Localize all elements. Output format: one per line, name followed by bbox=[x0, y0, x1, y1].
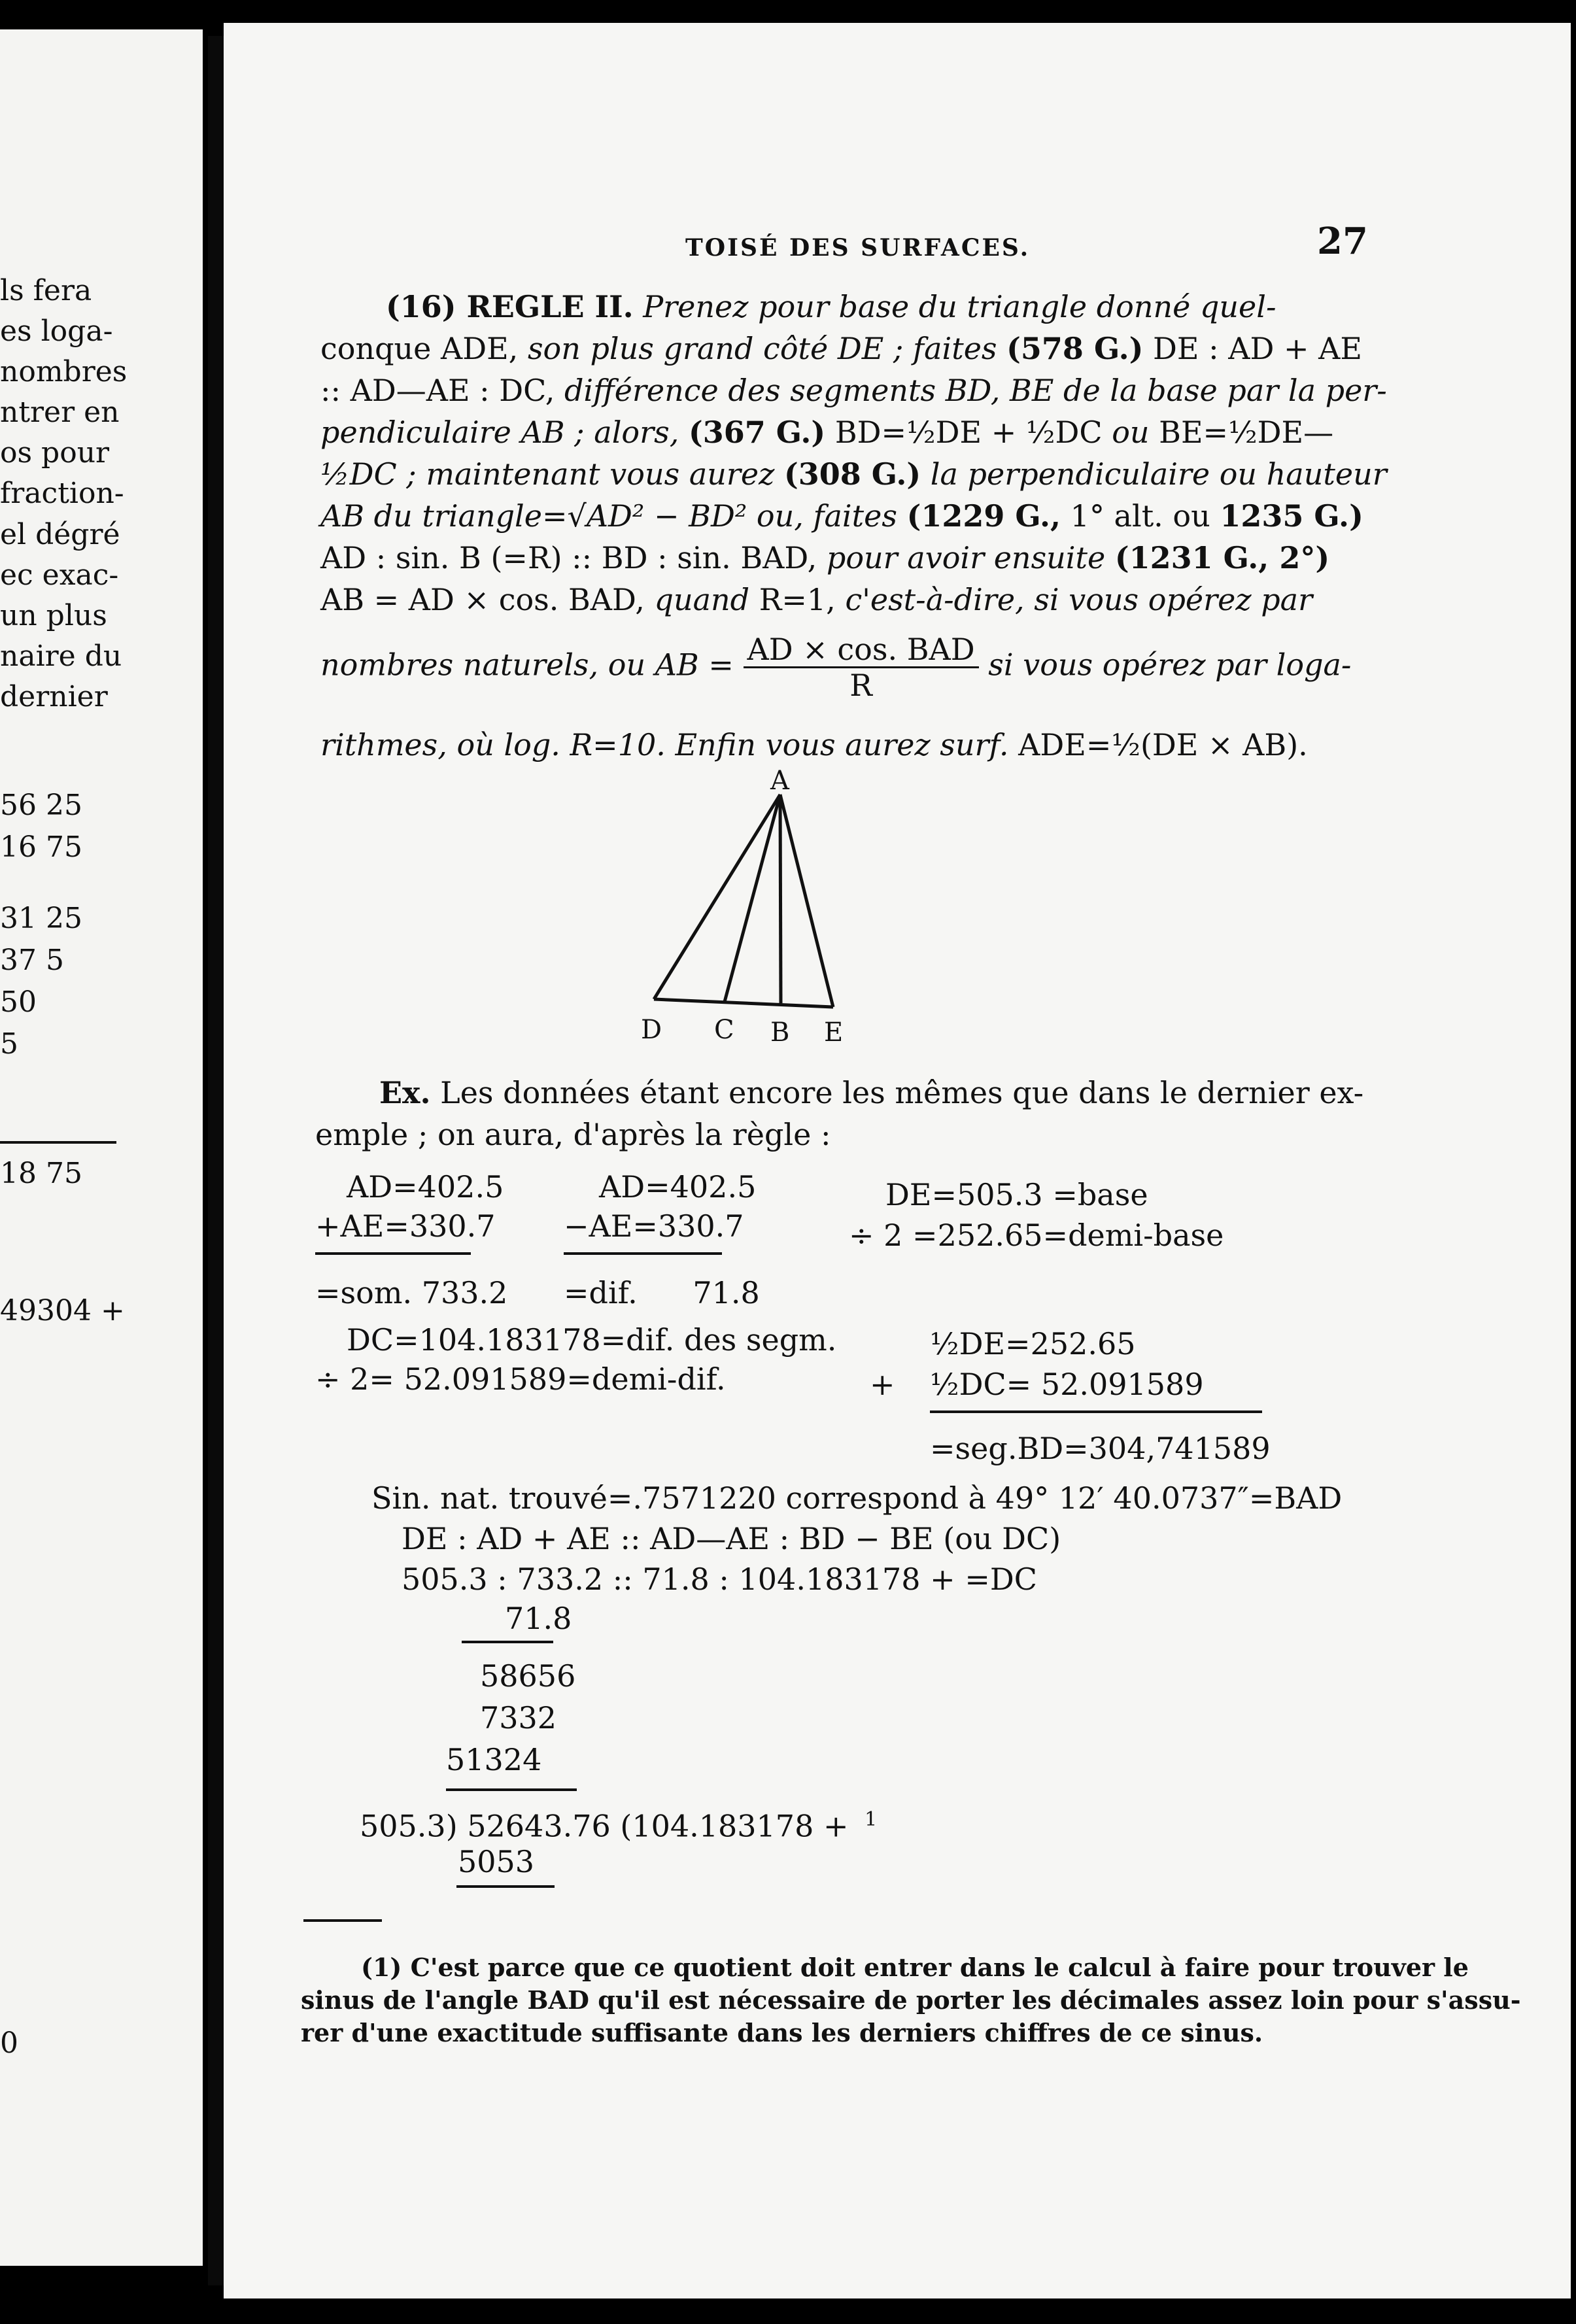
rule-text: 1° alt. ou bbox=[1070, 498, 1210, 534]
rule-text: ou bbox=[1112, 415, 1150, 450]
vertex-label-e: E bbox=[824, 1017, 844, 1048]
rule-line-10 bbox=[320, 726, 1308, 763]
rule-text: Prenez pour base du triangle donné quel- bbox=[643, 289, 1276, 324]
left-text-line: os pour bbox=[0, 436, 110, 470]
left-text-line: 0 bbox=[0, 2026, 18, 2060]
left-text-line: nombres bbox=[0, 355, 128, 388]
calc-ad-sum: AD=402.5 bbox=[347, 1169, 504, 1205]
reference-1229: (1229 G., bbox=[906, 498, 1061, 534]
left-text-line: ls fera bbox=[0, 274, 92, 307]
calc-dif-value: 71.8 bbox=[693, 1275, 760, 1310]
rule-line-1 bbox=[386, 288, 1276, 325]
rule-text: c'est-à-dire, si vous opérez par bbox=[845, 582, 1313, 617]
example-text: Les données étant encore les mêmes que dans le dernier ex- bbox=[440, 1075, 1364, 1110]
rule-line-2 bbox=[320, 330, 1362, 367]
vertex-label-a: A bbox=[770, 766, 789, 796]
mult-row-2: 7332 bbox=[480, 1700, 557, 1735]
running-head: TOISÉ DES SURFACES. bbox=[685, 234, 1031, 262]
left-text-line: 31 25 bbox=[0, 902, 82, 935]
rule-text: BE=½DE— bbox=[1159, 415, 1334, 450]
calc-seg-bd: =seg.BD=304,741589 bbox=[930, 1431, 1271, 1466]
left-text-line: 5 bbox=[0, 1027, 18, 1061]
triangle-figure bbox=[616, 759, 956, 1072]
rule-text: si vous opérez par loga- bbox=[988, 647, 1352, 683]
dif-rule bbox=[564, 1252, 722, 1255]
rule-text: AD : sin. B (=R) :: BD : sin. BAD, bbox=[320, 540, 817, 575]
calc-sum-result: =som. 733.2 bbox=[315, 1275, 508, 1310]
left-text-line: 49304 + bbox=[0, 1294, 125, 1327]
calc-demi-base: ÷ 2 =252.65=demi-base bbox=[849, 1218, 1224, 1253]
example-line-1 bbox=[379, 1074, 1363, 1111]
division-text: 505.3) 52643.76 (104.183178 + bbox=[360, 1808, 849, 1844]
rule-heading: (16) REGLE II. bbox=[386, 289, 634, 324]
edge-ad bbox=[654, 795, 780, 999]
left-facing-page bbox=[0, 29, 203, 2266]
sine-result: Sin. nat. trouvé=.7571220 correspond à 49° 12′ 40.0737″=BAD bbox=[371, 1480, 1343, 1516]
rule-line-8 bbox=[320, 581, 1312, 618]
left-text-line: 37 5 bbox=[0, 944, 64, 977]
mult-row-1: 58656 bbox=[480, 1658, 576, 1694]
rule-text: rithmes, où log. R=10. bbox=[320, 727, 666, 762]
division-line bbox=[360, 1802, 877, 1844]
reference-367: (367 G.) bbox=[688, 415, 826, 450]
proportion-line-2: 505.3 : 733.2 :: 71.8 : 104.183178 + =DC bbox=[402, 1562, 1037, 1597]
calc-dif-result bbox=[564, 1274, 760, 1311]
example-line-2: emple ; on aura, d'après la règle : bbox=[315, 1117, 831, 1152]
sum-rule bbox=[315, 1252, 471, 1255]
left-text-line: 18 75 bbox=[0, 1157, 82, 1190]
rule-text: la perpendiculaire ou hauteur bbox=[930, 456, 1387, 492]
rule-line-4 bbox=[320, 414, 1333, 451]
calc-half-dc bbox=[870, 1366, 1204, 1403]
rule-text: Enfin vous aurez surf. bbox=[675, 727, 1009, 762]
page-number: 27 bbox=[1317, 220, 1368, 263]
mult-factor: 71.8 bbox=[505, 1601, 572, 1636]
proportion-line-1: DE : AD + AE :: AD—AE : BD − BE (ou DC) bbox=[402, 1521, 1061, 1556]
left-text-line: ntrer en bbox=[0, 396, 120, 429]
fraction-ab bbox=[744, 632, 979, 702]
footnote-line-2: sinus de l'angle BAD qu'il est nécessaire de porter les décimales assez loin pour s'assu- bbox=[301, 1985, 1521, 2015]
left-text-line: el dégré bbox=[0, 518, 120, 551]
calc-dif-label: =dif. bbox=[564, 1275, 638, 1310]
calc-ad-dif: AD=402.5 bbox=[599, 1169, 757, 1205]
division-row-1: 5053 bbox=[458, 1844, 535, 1879]
left-text-line: un plus bbox=[0, 599, 107, 632]
rule-line-7 bbox=[320, 539, 1329, 576]
left-text-line: dernier bbox=[0, 680, 108, 713]
reference-578: (578 G.) bbox=[1006, 331, 1144, 366]
rule-line-5 bbox=[320, 456, 1387, 492]
rule-text: quand bbox=[654, 582, 750, 617]
calc-de-base: DE=505.3 =base bbox=[885, 1177, 1148, 1212]
seg-rule bbox=[930, 1410, 1262, 1413]
mult-rule-2 bbox=[446, 1788, 577, 1791]
rule-text: R=1, bbox=[759, 582, 836, 617]
rule-text: DE : AD + AE bbox=[1153, 331, 1362, 366]
rule-text: :: AD—AE : DC, bbox=[320, 373, 555, 408]
footnote-line-3: rer d'une exactitude suffisante dans les derniers chiffres de ce sinus. bbox=[301, 2018, 1263, 2047]
vertex-label-b: B bbox=[770, 1017, 790, 1048]
calc-half-de: ½DE=252.65 bbox=[930, 1326, 1136, 1361]
rule-text: ADE=½(DE × AB). bbox=[1018, 727, 1308, 762]
left-text-line: es loga- bbox=[0, 315, 113, 348]
rule-text: pendiculaire AB ; alors, bbox=[320, 415, 679, 450]
mult-row-3: 51324 bbox=[446, 1742, 542, 1777]
footnote-line-1: (1) C'est parce que ce quotient doit entrer dans le calcul à faire pour trouver le bbox=[361, 1953, 1469, 1982]
rule-text: pour avoir ensuite bbox=[826, 540, 1106, 575]
book-page bbox=[224, 23, 1571, 2298]
edge-ae bbox=[780, 795, 833, 1007]
rule-text: AB du triangle=√AD² − BD² ou, faites bbox=[320, 498, 897, 534]
rule-text: différence des segments BD, BE de la base par la per- bbox=[564, 373, 1387, 408]
edge-ab bbox=[780, 795, 781, 1003]
calc-ae-dif: −AE=330.7 bbox=[564, 1208, 744, 1244]
left-text-line: 16 75 bbox=[0, 830, 82, 864]
rule-line-9 bbox=[320, 632, 1351, 702]
calc-dc: DC=104.183178=dif. des segm. bbox=[347, 1322, 837, 1358]
footnote-marker: 1 bbox=[865, 1808, 878, 1831]
edge-de bbox=[654, 999, 833, 1007]
reference-1231: (1231 G., 2°) bbox=[1114, 540, 1330, 575]
page-gutter bbox=[208, 36, 224, 2285]
mult-rule-1 bbox=[462, 1641, 553, 1643]
footnote-separator bbox=[303, 1919, 382, 1922]
rule-text: conque ADE, bbox=[320, 331, 519, 366]
rule-text: nombres naturels, ou AB = bbox=[320, 647, 734, 683]
rule-text: son plus grand côté DE ; faites bbox=[527, 331, 997, 366]
left-text-line: 50 bbox=[0, 985, 37, 1019]
calc-demi-dif: ÷ 2= 52.091589=demi-dif. bbox=[315, 1361, 726, 1397]
reference-308: (308 G.) bbox=[783, 456, 921, 492]
fraction-denominator: R bbox=[849, 668, 872, 703]
division-rule bbox=[456, 1885, 555, 1888]
left-text-line: fraction- bbox=[0, 477, 124, 510]
vertex-label-d: D bbox=[641, 1015, 662, 1045]
rule-text: BD=½DE + ½DC bbox=[834, 415, 1103, 450]
example-label: Ex. bbox=[379, 1075, 431, 1110]
left-rule bbox=[0, 1141, 116, 1144]
rule-line-3 bbox=[320, 372, 1387, 409]
calc-ae-sum: +AE=330.7 bbox=[315, 1208, 496, 1244]
plus-sign: + bbox=[870, 1367, 895, 1402]
edge-ac bbox=[725, 795, 780, 1002]
reference-1235: 1235 G.) bbox=[1220, 498, 1363, 534]
vertex-label-c: C bbox=[714, 1015, 734, 1045]
rule-text: ½DC ; maintenant vous aurez bbox=[320, 456, 775, 492]
fraction-numerator: AD × cos. BAD bbox=[744, 632, 979, 668]
calc-half-dc-value: ½DC= 52.091589 bbox=[930, 1367, 1204, 1402]
rule-text: AB = AD × cos. BAD, bbox=[320, 582, 645, 617]
rule-line-6 bbox=[320, 498, 1363, 534]
left-text-line: 56 25 bbox=[0, 789, 82, 822]
left-text-line: naire du bbox=[0, 640, 122, 673]
left-text-line: ec exac- bbox=[0, 558, 119, 592]
